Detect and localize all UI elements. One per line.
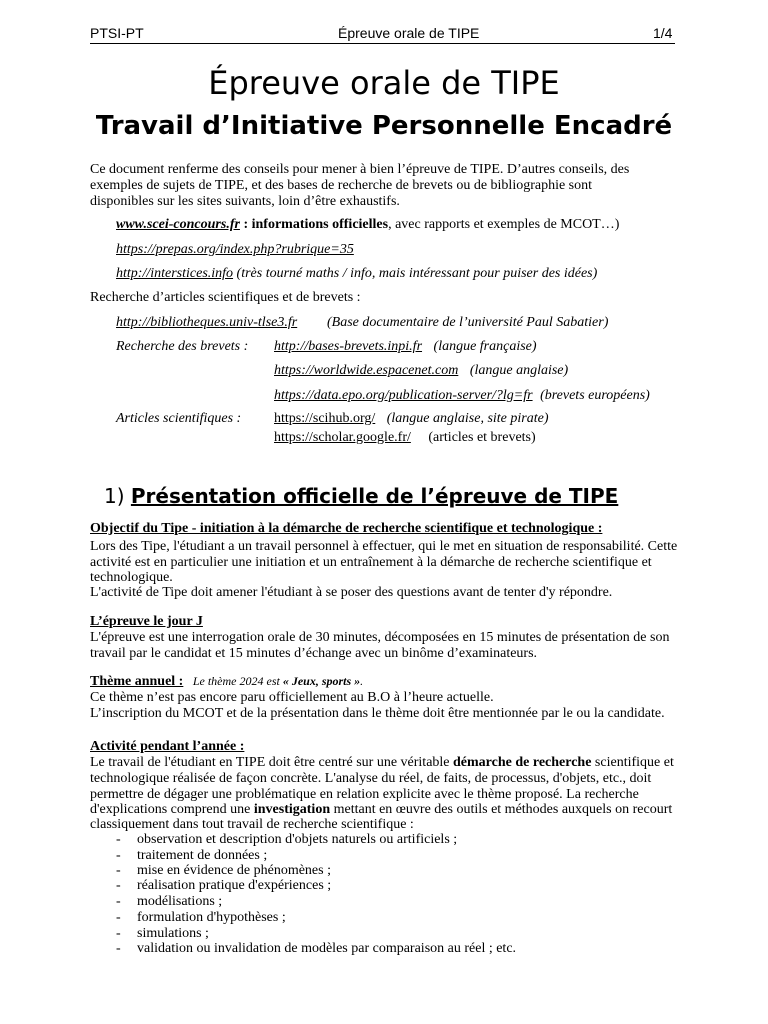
list-item: traitement de données ;	[137, 848, 268, 863]
header-rule	[90, 43, 675, 44]
activite-heading: Activité pendant l’année :	[90, 739, 245, 754]
scei-rest: , avec rapports et exemples de MCOT…)	[388, 217, 620, 232]
list-item: modélisations ;	[137, 894, 223, 909]
list-item: validation ou invalidation de modèles par comparaison au réel ; etc.	[137, 941, 517, 956]
espacenet-link[interactable]: https://worldwide.espacenet.com	[274, 363, 459, 378]
articles-label: Articles scientifiques :	[116, 411, 242, 426]
search-intro: Recherche d’articles scientifiques et de brevets :	[90, 290, 361, 305]
scholar-link[interactable]: https://scholar.google.fr/	[274, 430, 411, 445]
theme-note: Le thème 2024 est « Jeux, sports ».	[192, 674, 364, 688]
objectif-line-2: activité est en particulier une initiation et un entraînement à la démarche de recherche scientifique et	[90, 555, 652, 570]
epo-note: (brevets européens)	[540, 388, 650, 403]
theme-heading-row	[90, 674, 363, 690]
inpi-note: (langue française)	[433, 339, 537, 354]
scihub-note: (langue anglaise, site pirate)	[386, 411, 549, 426]
interstices-link[interactable]: http://interstices.info	[116, 266, 234, 281]
epreuve-line-2: travail par le candidat et 15 minutes d’échange avec un binôme d’examinateurs.	[90, 646, 538, 661]
bullet-dash: -	[116, 863, 121, 878]
biblio-link	[116, 315, 297, 331]
prepas-link[interactable]: https://prepas.org/index.php?rubrique=35	[116, 242, 354, 257]
theme-line-1: Ce thème n’est pas encore paru officiellement au B.O à l’heure actuelle.	[90, 690, 494, 705]
brevets-label: Recherche des brevets :	[116, 339, 249, 354]
list-item: observation et description d'objets naturels ou artificiels ;	[137, 832, 458, 847]
bullet-dash: -	[116, 894, 121, 909]
activite-line-4: d'explications comprend une investigation mettant en œuvre des outils et méthodes auxquels on recourt	[90, 802, 673, 817]
interstices-note: (très tourné maths / info, mais intéressant pour puiser des idées)	[233, 266, 598, 281]
list-item: réalisation pratique d'expériences ;	[137, 878, 332, 893]
list-item: simulations ;	[137, 926, 209, 941]
articles-row-2	[274, 430, 536, 446]
scihub-link[interactable]: https://scihub.org/	[274, 411, 376, 426]
scholar-note: (articles et brevets)	[428, 430, 536, 445]
bullet-dash: -	[116, 941, 121, 956]
epo-link[interactable]: https://data.epo.org/publication-server/?lg=fr	[274, 388, 533, 403]
epreuve-heading: L’épreuve le jour J	[90, 614, 203, 629]
espacenet-note: (langue anglaise)	[469, 363, 569, 378]
section-1-number: 1)	[104, 484, 125, 508]
header-page-number: 1/4	[653, 25, 673, 41]
activite-line-5: classiquement dans tout travail de recherche scientifique :	[90, 817, 414, 832]
brevets-row-1	[274, 339, 537, 355]
activite-line-3: permettre de dégager une problématique en relation explicite avec le thème proposé. La recherche	[90, 787, 639, 802]
activite-line-1: Le travail de l'étudiant en TIPE doit être centré sur une véritable démarche de recherche scientifique et	[90, 755, 674, 770]
scei-label: : informations officielles	[239, 217, 389, 232]
list-item: mise en évidence de phénomènes ;	[137, 863, 331, 878]
prepas-row	[116, 242, 354, 258]
brevets-row-2	[274, 363, 568, 379]
bullet-dash: -	[116, 878, 121, 893]
bullet-dash: -	[116, 910, 121, 925]
section-1-heading	[104, 484, 618, 508]
objectif-heading: Objectif du Tipe - initiation à la démarche de recherche scientifique et technologique :	[90, 521, 603, 536]
page-title: Épreuve orale de TIPE	[208, 64, 560, 102]
interstices-row	[116, 266, 597, 282]
objectif-line-4: L'activité de Tipe doit amener l'étudiant à se poser des questions avant de tenter d'y répondre.	[90, 585, 613, 600]
activite-line-2: technologique réalisée de façon concrète. L'analyse du réel, de faits, de processus, d'objets, etc., doit	[90, 771, 652, 786]
objectif-line-3: technologique.	[90, 570, 173, 585]
list-item: formulation d'hypothèses ;	[137, 910, 286, 925]
intro-line-2: exemples de sujets de TIPE, et des bases de recherche de brevets ou de bibliographie sont	[90, 178, 593, 193]
bullet-dash: -	[116, 832, 121, 847]
bullet-dash: -	[116, 926, 121, 941]
section-1-title: Présentation officielle de l’épreuve de TIPE	[130, 484, 619, 508]
page-subtitle: Travail d’Initiative Personnelle Encadré	[95, 111, 673, 141]
theme-value: « Jeux, sports »	[282, 674, 361, 688]
articles-row-1	[274, 411, 549, 427]
brevets-row-3	[274, 388, 650, 404]
header-center: Épreuve orale de TIPE	[338, 25, 480, 41]
biblio-note: (Base documentaire de l’université Paul Sabatier)	[327, 315, 609, 330]
epreuve-line-1: L'épreuve est une interrogation orale de 30 minutes, décomposées en 15 minutes de présentation de son	[90, 630, 670, 645]
scei-row	[116, 217, 619, 233]
scei-link[interactable]: www.scei-concours.fr	[116, 217, 240, 232]
intro-line-3: disponibles sur les sites suivants, loin d’être exhaustifs.	[90, 194, 400, 209]
header-left: PTSI-PT	[90, 25, 144, 41]
theme-heading: Thème annuel :	[90, 674, 184, 689]
biblio-url[interactable]: http://bibliotheques.univ-tlse3.fr	[116, 315, 298, 330]
intro-line-1: Ce document renferme des conseils pour mener à bien l’épreuve de TIPE. D’autres conseils, des	[90, 162, 630, 177]
inpi-link[interactable]: http://bases-brevets.inpi.fr	[274, 339, 423, 354]
objectif-line-1: Lors des Tipe, l'étudiant a un travail personnel à effectuer, qui le met en situation de responsabilité. Cette	[90, 539, 678, 554]
bullet-dash: -	[116, 848, 121, 863]
theme-line-2: L’inscription du MCOT et de la présentation dans le thème doit être mentionnée par le ou la candidate.	[90, 706, 665, 721]
